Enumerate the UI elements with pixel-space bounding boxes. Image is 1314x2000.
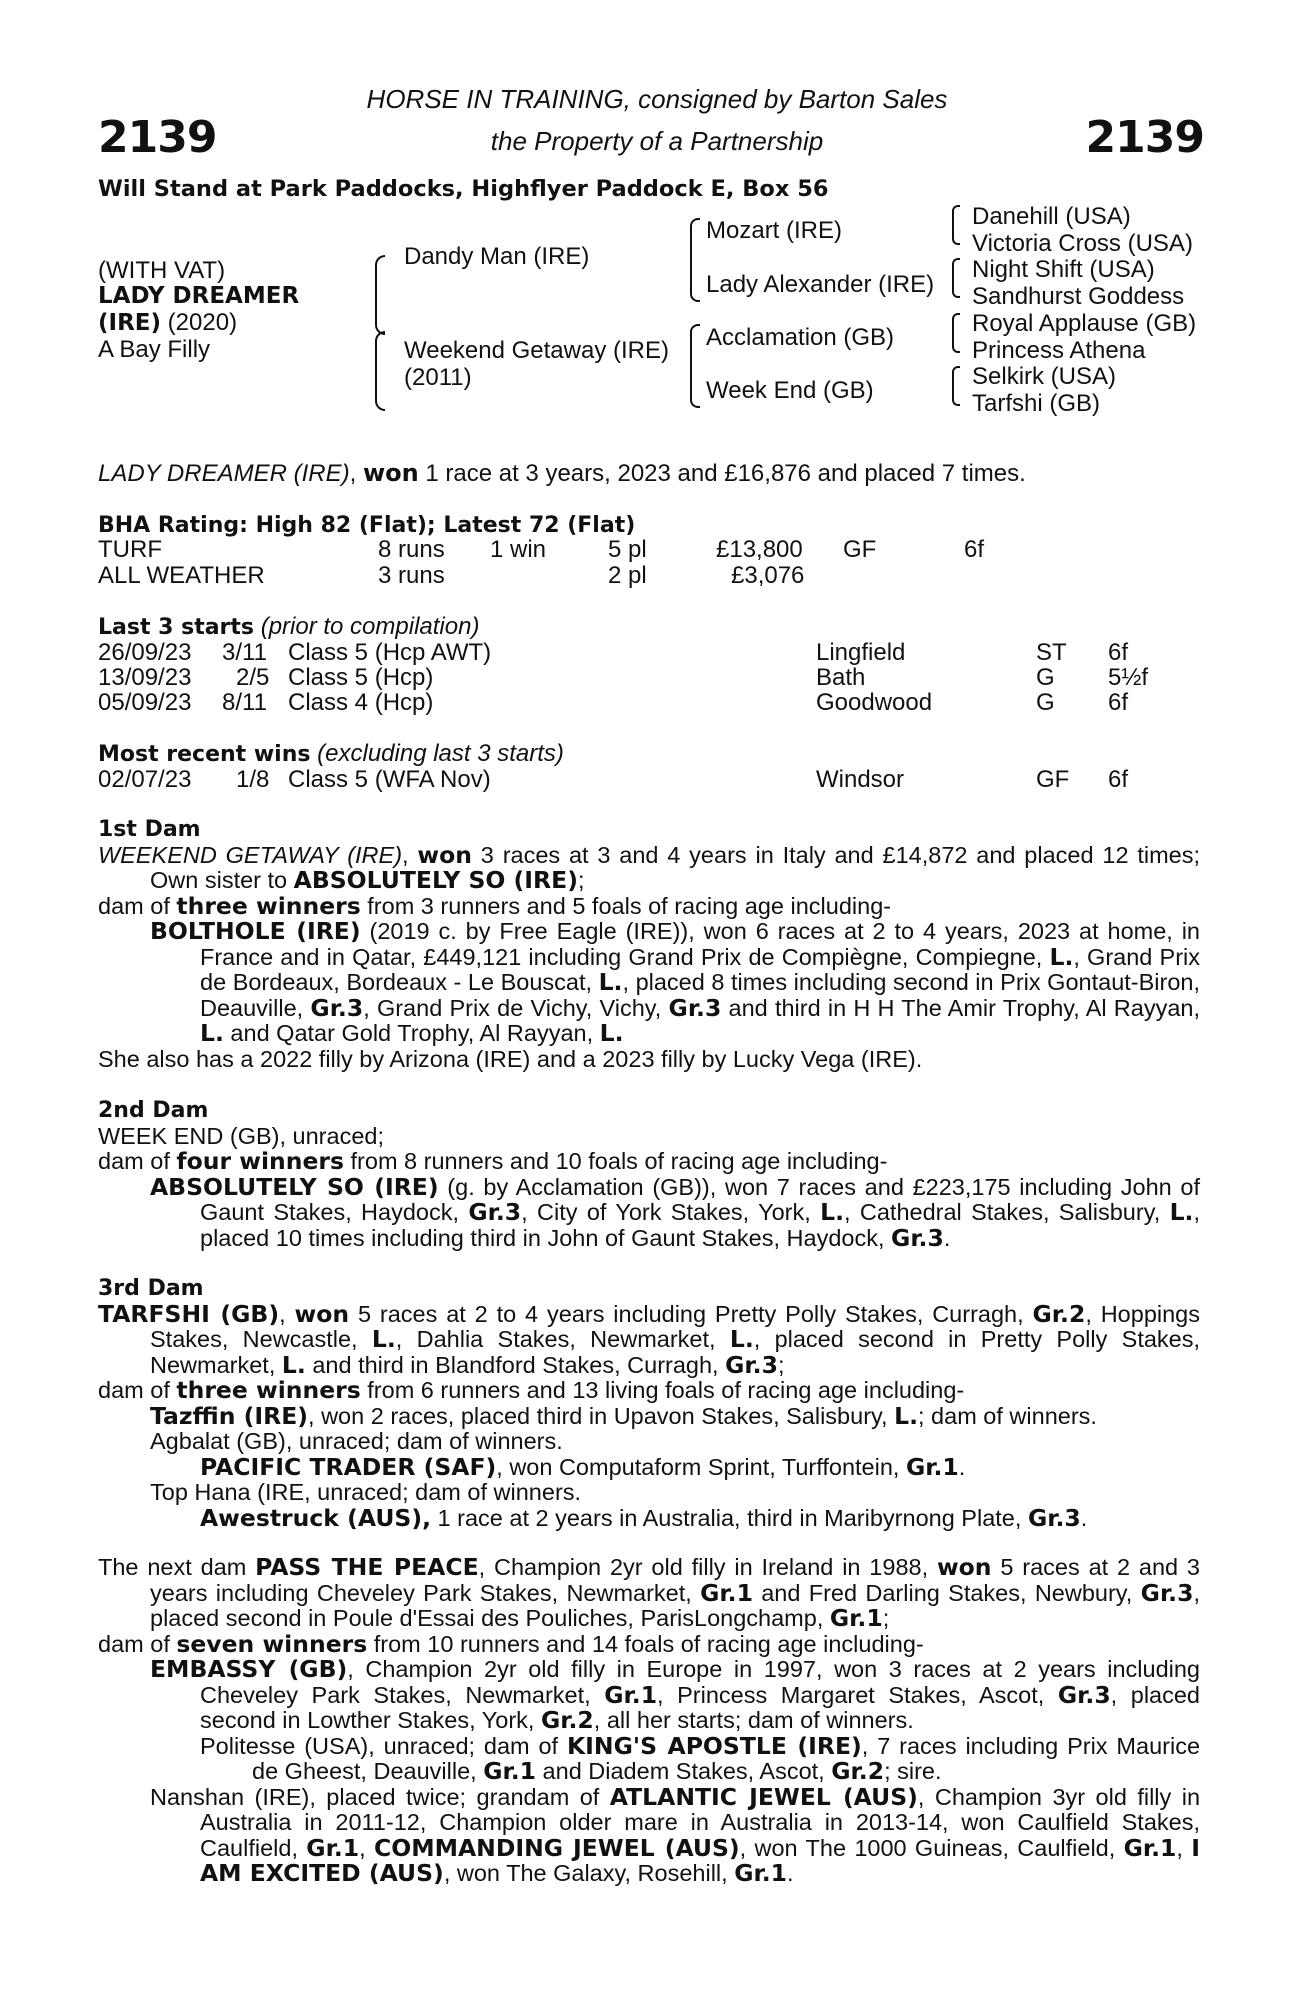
third-dam-foal-agbalat: Agbalat (GB), unraced; dam of winners. [150, 1428, 563, 1454]
pedigree-dss: Royal Applause (GB) [972, 310, 1197, 337]
pedigree-dam-sire: Acclamation (GB) [706, 324, 895, 351]
brace-ss [952, 205, 960, 245]
pedigree-dsd: Princess Athena [972, 337, 1146, 364]
first-dam-produce-summary: dam of three winners from 3 runners and 5 foals of racing age including- [98, 891, 892, 920]
dam-brace [690, 324, 700, 408]
vat-note: (WITH VAT) [98, 257, 226, 284]
horse-name: LADY DREAMER [98, 283, 300, 309]
pedigree-sss: Danehill (USA) [972, 203, 1131, 230]
pedigree-dam-year: (2011) [404, 364, 472, 391]
next-dam-foal-embassy: EMBASSY (GB), Champion 2yr old filly in Europe in 1997, won 3 races at 2 years including Cheveley Park Stakes, Newmarket, Gr.1, Princess Margaret Stakes, Ascot, Gr.3, placed second in Lowther Stakes, York, Gr.2, all her starts; dam of winners. [150, 1655, 1201, 1734]
lot-number-left: 2139 [98, 112, 217, 163]
pedigree-brace-upper [375, 255, 385, 335]
brace-dd [952, 366, 960, 406]
summary-horse-name: LADY DREAMER (IRE) [98, 460, 350, 487]
horse-country: (IRE) [98, 310, 162, 336]
bha-rating-title: BHA Rating: High 82 (Flat); Latest 72 (Flat) [98, 513, 636, 538]
third-dam-foal-tazffin: Tazffin (IRE), won 2 races, placed third in Upavon Stakes, Salisbury, L.; dam of winners. [150, 1401, 1097, 1430]
third-dam-foal-top-hana: Top Hana (IRE, unraced; dam of winners. [150, 1479, 582, 1505]
last3-row: 26/09/23 3/11 Class 5 (Hcp AWT) Lingfield ST 6f [98, 639, 1129, 666]
first-dam-title: 1st Dam [98, 817, 201, 842]
second-dam-record: WEEK END (GB), unraced; [98, 1122, 384, 1149]
next-dam-section [98, 1555, 1200, 1887]
rating-row-turf: TURF 8 runs 1 win 5 pl £13,800 GF 6f [98, 536, 985, 563]
third-dam-title: 3rd Dam [98, 1276, 204, 1301]
pedigree-sire-sire: Mozart (IRE) [706, 217, 843, 244]
first-dam-record: WEEKEND GETAWAY (IRE), won 3 races at 3 and 4 years in Italy and £14,872 and placed 12 times; Own sister to ABSOLUTELY SO (IRE); [98, 840, 1201, 894]
horse-year: (2020) [161, 309, 238, 336]
pedigree-dam-dam: Week End (GB) [706, 377, 874, 404]
pedigree-dds: Selkirk (USA) [972, 363, 1117, 390]
pedigree-ssd: Victoria Cross (USA) [972, 230, 1193, 257]
second-dam-foal-absolutely-so: ABSOLUTELY SO (IRE) (g. by Acclamation (GB)), won 7 races and £223,175 including John of Gaunt Stakes, Haydock, Gr.3, City of York Stakes, York, L., Cathedral Stakes, Salisbury, L., placed 10 times including third in John of Gaunt Stakes, Haydock, Gr.3. [150, 1172, 1200, 1252]
pedigree-sdd: Sandhurst Goddess [972, 283, 1185, 310]
pedigree-dam: Weekend Getaway (IRE) [404, 337, 669, 364]
next-dam-record: The next dam PASS THE PEACE, Champion 2yr old filly in Ireland in 1988, won 5 races at 2 and 3 years including Cheveley Park Stakes, Newmarket, Gr.1 and Fred Darling Stakes, Newbury, Gr.3, placed second in Poule d'Essai des Pouliches, ParisLongchamp, Gr.1; [98, 1553, 1200, 1632]
pedigree-sds: Night Shift (USA) [972, 256, 1155, 283]
second-dam-title: 2nd Dam [98, 1098, 209, 1123]
property-line: the Property of a Partnership [490, 126, 824, 156]
brace-ds [952, 313, 960, 353]
recent-wins-title: Most recent wins (excluding last 3 starts) [98, 740, 564, 767]
lot-number-right: 2139 [1085, 112, 1204, 163]
brace-sd [952, 258, 960, 298]
consignor-line: HORSE IN TRAINING, consigned by Barton Sales [366, 84, 948, 114]
pedigree-sire-dam: Lady Alexander (IRE) [706, 271, 935, 298]
third-dam-section [98, 1276, 1200, 1531]
third-dam-produce-summary: dam of three winners from 6 runners and 13 living foals of racing age including- [98, 1376, 965, 1404]
last3-row: 13/09/23 2/5 Class 5 (Hcp) Bath G 5½f [98, 664, 1149, 691]
location-line: Will Stand at Park Paddocks, Highflyer Paddock E, Box 56 [98, 176, 829, 202]
last3-title: Last 3 starts (prior to compilation) [98, 613, 480, 640]
rating-row-all-weather: ALL WEATHER 3 runs 2 pl £3,076 [98, 562, 805, 589]
next-dam-foal-nanshan: Nanshan (IRE), placed twice; grandam of ATLANTIC JEWEL (AUS), Champion 3yr old filly in Australia in 2011-12, Champion older mare in Australia in 2013-14, won Caulfield Stakes, Caulfield, Gr.1, COMMANDING JEWEL (AUS), won The 1000 Guineas, Caulfield, Gr.1, I AM EXCITED (AUS), won The Galaxy, Rosehill, Gr.1. [150, 1782, 1201, 1887]
third-dam-record: TARFSHI (GB), won 5 races at 2 to 4 years including Pretty Polly Stakes, Curragh, Gr.2, Hoppings Stakes, Newcastle, L., Dahlia Stakes, Newmarket, L., placed second in Pretty Polly Stakes, Newmarket, L. and third in Blandford Stakes, Curragh, Gr.3; [98, 1299, 1201, 1379]
first-dam-foal-bolthole: BOLTHOLE (IRE) (2019 c. by Free Eagle (IRE)), won 6 races at 2 to 4 years, 2023 at home, in France and in Qatar, £449,121 including Grand Prix de Compiègne, Compiegne, L., Grand Prix de Bordeaux, Bordeaux - Le Bouscat, L., placed 8 times including second in Prix Gontaut-Biron, Deauville, Gr.3, Grand Prix de Vichy, Vichy, Gr.3 and third in H H The Amir Trophy, Al Rayyan, L. and Qatar Gold Trophy, Al Rayyan, L. [150, 917, 1201, 1047]
next-dam-produce-summary: dam of seven winners from 10 runners and 14 foals of racing age including- [98, 1629, 924, 1658]
first-dam-section [98, 817, 1200, 1072]
summary-won: won [362, 459, 419, 487]
second-dam-produce-summary: dam of four winners from 8 runners and 10 foals of racing age including- [98, 1147, 888, 1175]
last3-row: 05/09/23 8/11 Class 4 (Hcp) Goodwood G 6f [98, 689, 1129, 716]
pedigree-sire: Dandy Man (IRE) [404, 243, 590, 270]
third-dam-grandfoal-awestruck: Awestruck (AUS), 1 race at 2 years in Australia, third in Maribyrnong Plate, Gr.3. [200, 1503, 1088, 1532]
recent-win-row: 02/07/23 1/8 Class 5 (WFA Nov) Windsor GF 6f [98, 766, 1129, 793]
sire-brace [690, 218, 700, 302]
next-dam-grandfoal-politesse: Politesse (USA), unraced; dam of KING'S APOSTLE (IRE), 7 races including Prix Maurice de Gheest, Deauville, Gr.1 and Diadem Stakes, Ascot, Gr.2; sire. [200, 1731, 1201, 1785]
pedigree-brace-lower [375, 331, 385, 411]
horse-description: A Bay Filly [98, 336, 211, 363]
horse-suffix-line [98, 310, 237, 337]
pedigree-ddd: Tarfshi (GB) [972, 390, 1101, 417]
first-dam-other-foals: She also has a 2022 filly by Arizona (IRE) and a 2023 filly by Lucky Vega (IRE). [98, 1045, 923, 1072]
race-summary: LADY DREAMER (IRE), won 1 race at 3 years, 2023 and £16,876 and placed 7 times. [98, 459, 1026, 487]
second-dam-section [98, 1098, 1200, 1251]
third-dam-grandfoal-pacific-trader: PACIFIC TRADER (SAF), won Computaform Sprint, Turffontein, Gr.1. [200, 1452, 966, 1481]
